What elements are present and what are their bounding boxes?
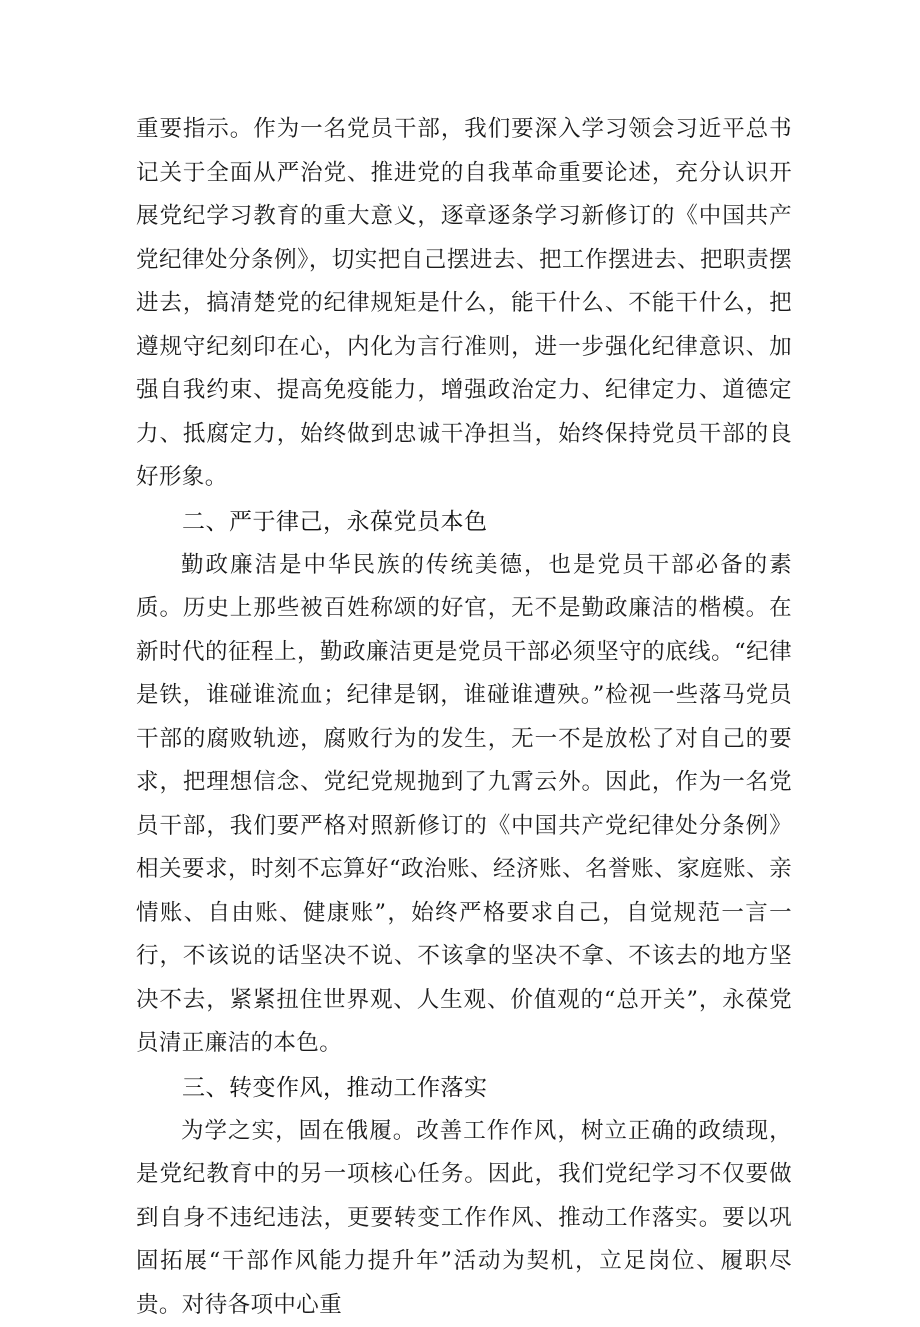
section-heading-2: 二、严于律己，永葆党员本色	[136, 500, 792, 544]
section-heading-3: 三、转变作风，推动工作落实	[136, 1066, 792, 1110]
paragraph-section-3: 为学之实，固在俄履。改善工作作风，树立正确的政绩现，是党纪教育中的另一项核心任务。因此，我们党纪学习不仅要做到自身不违纪违法，更要转变工作作风、推动工作落实。要以巩固拓展“干部作风能力提升年”活动为契机，立足岗位、履职尽贵。对待各项中心重	[136, 1110, 792, 1327]
paragraph-section-2: 勤政廉洁是中华民族的传统美德，也是党员干部必备的素质。历史上那些被百姓称颂的好官，无不是勤政廉洁的楷模。在新时代的征程上，勤政廉洁更是党员干部必须坚守的底线。“纪律是铁，谁碰谁流血；纪律是钢，谁碰谁遭殃。”检视一些落马党员干部的腐败轨迹，腐败行为的发生，无一不是放松了对自己的要求，把理想信念、党纪党规抛到了九霄云外。因此，作为一名党员干部，我们要严格对照新修订的《中国共产党纪律处分条例》相关要求，时刻不忘算好“政治账、经济账、名誉账、家庭账、亲情账、自由账、健康账”，始终严格要求自己，自觉规范一言一行，不该说的话坚决不说、不该拿的坚决不拿、不该去的地方坚决不去，紧紧扭住世界观、人生观、价值观的“总开关”，永葆党员清正廉洁的本色。	[136, 544, 792, 1066]
paragraph-continuation: 重要指示。作为一名党员干部，我们要深入学习领会习近平总书记关于全面从严治党、推进党的自我革命重要论述，充分认识开展党纪学习教育的重大意义，逐章逐条学习新修订的《中国共产党纪律处分条例》，切实把自己摆进去、把工作摆进去、把职责摆进去，搞清楚党的纪律规矩是什么，能干什么、不能干什么，把遵规守纪刻印在心，内化为言行准则，进一步强化纪律意识、加强自我约束、提高免疫能力，增强政治定力、纪律定力、道德定力、抵腐定力，始终做到忠诚干净担当，始终保持党员干部的良好形象。	[136, 108, 792, 500]
